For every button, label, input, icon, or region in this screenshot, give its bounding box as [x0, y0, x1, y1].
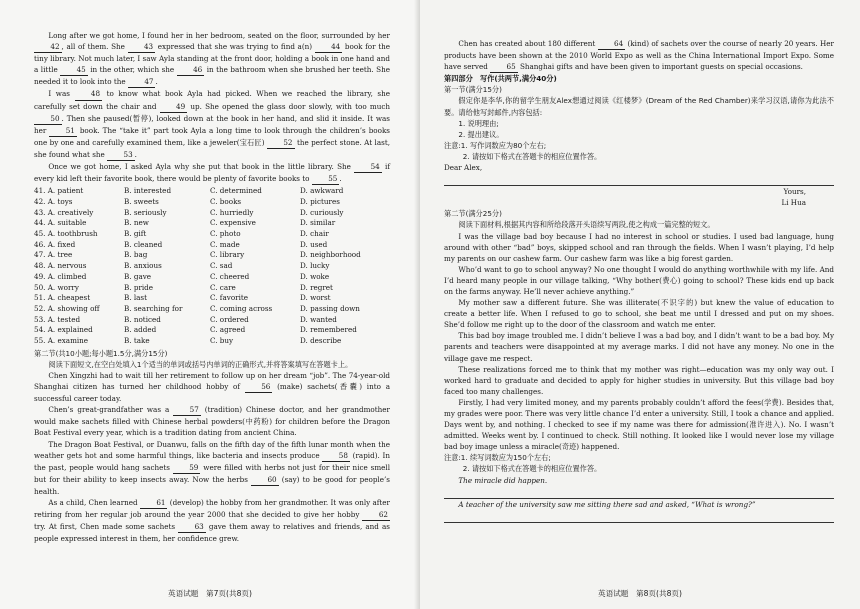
blank-50[interactable]: 50 — [34, 113, 62, 125]
option-cell[interactable]: 51. A. cheapest — [34, 293, 91, 303]
blank-65[interactable]: 65 — [490, 61, 518, 73]
page-8-footer: 英语试题 第8页(共8页) — [598, 589, 682, 598]
option-cell[interactable]: B. new — [124, 218, 149, 228]
option-cell[interactable]: C. ordered — [210, 314, 249, 324]
story-paragraph-5: These realizations forced me to think that my mother was right—education was my only way out. I worked hard to graduate and decided to apply for higher studies in university. But this village bad boy faced too many challenges. — [444, 364, 834, 396]
blank-63[interactable]: 63 — [178, 521, 206, 533]
blank-43[interactable]: 43 — [128, 41, 156, 53]
cloze-paragraph-2: I was 48 to know what book Ayla had picked. When we reached the library, she carefully set down the chair and 49 up. She opened the glass door slowly, with too much 50 . Then she paused(暂停), looked down at the book in her hand, and slid it inside. It was her 51 book. The “take it” part took Ayla a long time to look through the children’s books one by one and carefully examined them, like a jeweler(宝石匠) 52 the perfect stone. At last, she found what she 53 . — [34, 88, 390, 161]
blank-64[interactable]: 64 — [598, 38, 626, 50]
writing-section-2-instructions: 阅读下面材料,根据其内容和所给段落开头语续写两段,使之构成一篇完整的短文。 — [458, 220, 715, 230]
option-cell[interactable]: 52. A. showing off — [34, 303, 100, 313]
letter-closing: Yours, — [783, 187, 806, 197]
option-cell[interactable]: 50. A. worry — [34, 282, 79, 292]
option-cell[interactable]: C. buy — [210, 336, 234, 346]
option-cell[interactable]: 45. A. toothbrush — [34, 229, 98, 239]
option-cell[interactable]: 48. A. nervous — [34, 261, 87, 271]
option-row — [34, 325, 390, 336]
option-cell[interactable]: B. added — [124, 325, 157, 335]
option-cell[interactable]: 54. A. explained — [34, 325, 93, 335]
option-row — [34, 272, 390, 283]
option-row — [34, 197, 390, 208]
blank-56[interactable]: 56 — [245, 381, 273, 393]
blank-59[interactable]: 59 — [173, 462, 201, 474]
option-cell[interactable]: D. regret — [300, 282, 333, 292]
page-7 — [0, 0, 420, 609]
option-cell[interactable]: D. woke — [300, 271, 330, 281]
option-row — [34, 250, 390, 261]
option-cell[interactable]: D. similar — [300, 218, 336, 228]
option-row — [34, 229, 390, 240]
writing-note-2: 2. 请按如下格式在答题卡的相应位置作答。 — [462, 151, 602, 161]
option-cell[interactable]: B. pride — [124, 282, 154, 292]
option-cell[interactable]: C. agreed — [210, 325, 246, 335]
writing-section-1-instructions: 假定你是李华,你的留学生朋友Alex想通过阅读《红楼梦》(Dream of the Red Chamber)来学习汉语,请你为此法不要。请给他写封邮件,内容包括: — [444, 96, 834, 117]
blank-47[interactable]: 47 — [128, 76, 156, 88]
option-cell[interactable]: 53. A. tested — [34, 314, 81, 324]
option-cell[interactable]: C. made — [210, 239, 240, 249]
blank-51[interactable]: 51 — [49, 125, 77, 137]
option-cell[interactable]: B. searching for — [124, 303, 183, 313]
blank-45[interactable]: 45 — [60, 64, 88, 76]
option-cell[interactable]: C. coming across — [210, 303, 273, 313]
option-cell[interactable]: B. take — [124, 336, 150, 346]
story-paragraph-3: My mother saw a different future. She was illiterate(不识字的) but knew the value of education to create a better life. When I refused to go to school, she beat me until I dressed and put on my shoes. She’d follow me right up to the door of the classroom and watch me enter. — [444, 298, 834, 330]
option-cell[interactable]: B. interested — [124, 186, 172, 196]
cloze-paragraph-3: Once we got home, I asked Ayla why she put that book in the little library. She 54 if every kid left their favorite book, there would be plenty of favorite books to 55 . — [34, 161, 390, 185]
option-cell[interactable]: D. pictures — [300, 196, 340, 206]
option-cell[interactable]: C. care — [210, 282, 236, 292]
option-cell[interactable]: D. lucky — [300, 261, 330, 271]
grammar-paragraph-1: Chen Xingzhi had to wait till her retirement to follow up on her dream “job”. The 74-year-old Shanghai citizen has turned her childhood hobby of 56 (make) sachets(香囊) into a successful career today. — [34, 370, 390, 404]
option-cell[interactable]: D. worst — [300, 293, 331, 303]
story-paragraph-4: This bad boy image troubled me. I didn’t believe I was a bad boy, and I didn’t want to be a bad boy. My parents and teachers were disappointed at my average marks. I did not have any money. No one in the village gave me respect. — [444, 331, 834, 363]
blank-44[interactable]: 44 — [315, 41, 343, 53]
continuation-start-1: The miracle did happen. — [458, 475, 548, 485]
page-7-column — [34, 30, 390, 544]
grammar-paragraph-2: Chen’s great-grandfather was a 57 (tradition) Chinese doctor, and her grandmother would make sachets filled with Chinese herbal powders(中药粉) for children before the Dragon Boat Festival every year, which is a tradition dating from ancient China. — [34, 405, 390, 438]
blank-61[interactable]: 61 — [140, 497, 168, 509]
option-row — [34, 261, 390, 272]
option-cell[interactable]: D. wanted — [300, 314, 337, 324]
writing-note-1: 注意:1. 写作词数应为80个左右; — [444, 140, 547, 150]
option-cell[interactable]: 46. A. fixed — [34, 239, 76, 249]
grammar-paragraph-3: The Dragon Boat Festival, or Duanwu, falls on the fifth day of the fifth lunar month when the weather gets hot and some harmful things, like bacteria and insects produce 58 (rapid). In the past, people would hang sachets 59 were filled with herbs not just for their nice smell but for their ability to keep insects away. Now the herbs 60 (say) to be good for people’s health. — [34, 439, 391, 496]
option-cell[interactable]: 42. A. toys — [34, 196, 73, 206]
option-cell[interactable]: C. expensive — [210, 218, 256, 228]
continuation-note-1: 注意:1. 续写词数应为150个左右; — [444, 453, 551, 463]
option-cell[interactable]: B. last — [124, 293, 148, 303]
blank-60[interactable]: 60 — [251, 474, 279, 486]
option-cell[interactable]: C. books — [210, 196, 242, 206]
option-cell[interactable]: B. bag — [124, 250, 148, 260]
page-8 — [420, 0, 860, 609]
continuation-note-2: 2. 请按如下格式在答题卡的相应位置作答。 — [462, 464, 602, 474]
option-cell[interactable]: C. library — [210, 250, 245, 260]
blank-49[interactable]: 49 — [160, 101, 188, 113]
option-cell[interactable]: B. seriously — [124, 207, 167, 217]
option-cell[interactable]: B. sweets — [124, 196, 159, 206]
grammar-paragraph-5: Chen has created about 180 different 64 (kind) of sachets over the course of nearly 20 years. Her products have been shown at the 2010 World Expo as well as the China International Import Expo. Some have served 65 Shanghai gifts and have been given to important guests on special occasions. — [444, 38, 834, 73]
option-cell[interactable]: C. determined — [210, 186, 262, 196]
option-row — [34, 336, 390, 347]
blank-55[interactable]: 55 — [312, 173, 340, 185]
section-2-instructions: 阅读下面短文,在空白处填入1个适当的单词或括号内单词的正确形式,并将答案填写在答题卡上。 — [48, 359, 353, 369]
letter-answer-line[interactable] — [444, 175, 834, 186]
blank-42[interactable]: 42 — [34, 41, 62, 53]
blank-62[interactable]: 62 — [362, 509, 390, 521]
blank-52[interactable]: 52 — [267, 137, 295, 149]
writing-section-1-title: 第一节(满分15分) — [444, 85, 502, 95]
writing-section-2-title: 第二节(满分25分) — [444, 209, 502, 219]
option-cell[interactable]: B. noticed — [124, 314, 161, 324]
blank-57[interactable]: 57 — [173, 404, 201, 416]
letter-greeting: Dear Alex, — [444, 163, 483, 173]
blank-54[interactable]: 54 — [354, 161, 382, 173]
option-cell[interactable]: 41. A. patient — [34, 186, 84, 196]
option-cell[interactable]: D. remembered — [300, 325, 357, 335]
page-8-column — [444, 38, 834, 523]
option-row — [34, 293, 390, 304]
letter-signature: Li Hua — [781, 198, 806, 208]
option-cell[interactable]: 43. A. creatively — [34, 207, 94, 217]
option-row — [34, 315, 390, 326]
writing-item-1: 1. 说明理由; — [458, 118, 499, 128]
option-cell[interactable]: D. curiously — [300, 207, 344, 217]
option-cell[interactable]: D. used — [300, 239, 328, 249]
options-table — [34, 186, 390, 347]
option-row — [34, 240, 390, 251]
continuation-start-2: A teacher of the university saw me sitting there sad and asked, “What is wrong?” — [458, 499, 756, 509]
option-cell[interactable]: C. sad — [210, 261, 233, 271]
blank-48[interactable]: 48 — [75, 88, 103, 100]
option-row — [34, 283, 390, 294]
story-paragraph-2: Who’d want to go to school anyway? No one thought I would do anything worthwhile with my life. And I’d heard many people in our village talking, “Why bother(费心) going to school? These kids end up back on the farms anyway. He’ll never achieve anything.” — [444, 264, 834, 296]
section-2-title: 第二节(共10小题;每小题1.5分,满分15分) — [34, 348, 168, 358]
option-cell[interactable]: C. favorite — [210, 293, 249, 303]
option-cell[interactable]: D. chair — [300, 229, 329, 239]
option-cell[interactable]: C. cheered — [210, 271, 250, 281]
continuation-answer-line-1[interactable] — [444, 488, 834, 499]
writing-item-2: 2. 提出建议。 — [458, 129, 504, 139]
part-4-title: 第四部分 写作(共两节,满分40分) — [444, 74, 557, 84]
option-cell[interactable]: 49. A. climbed — [34, 271, 87, 281]
option-cell[interactable]: D. describe — [300, 336, 342, 346]
continuation-answer-line-2[interactable] — [444, 512, 834, 523]
option-cell[interactable]: C. photo — [210, 229, 241, 239]
option-cell[interactable]: B. gave — [124, 271, 152, 281]
option-cell[interactable]: D. awkward — [300, 186, 344, 196]
option-row — [34, 186, 390, 197]
option-cell[interactable]: B. anxious — [124, 261, 162, 271]
option-cell[interactable]: B. gift — [124, 229, 147, 239]
option-cell[interactable]: D. passing down — [300, 303, 360, 313]
cloze-paragraph-1: Long after we got home, I found her in her bedroom, seated on the floor, surrounded by her 42 , all of them. She 43 expressed that she was trying to find a(n) 44 book for the tiny library. Not much later, I saw Ayla standing at the front door, holding a book in one hand and a little 45 in the other, which she 46 in the bathroom when she brushed her teeth. She needed it to look into the 47 . — [34, 30, 390, 88]
option-row — [34, 208, 390, 219]
option-cell[interactable]: 55. A. examine — [34, 336, 89, 346]
option-cell[interactable]: B. cleaned — [124, 239, 163, 249]
option-row — [34, 218, 390, 229]
page-7-footer: 英语试题 第7页(共8页) — [168, 589, 252, 598]
option-cell[interactable]: D. neighborhood — [300, 250, 361, 260]
option-cell[interactable]: 44. A. suitable — [34, 218, 87, 228]
story-paragraph-1: I was the village bad boy because I had no interest in school or studies. I used bad language, hung around with other “bad” boys, skipped school and ran through the fields. When I wasn’t playing, I’d help my parents on our cashew farm. Our cashew farm was like a big forest garden. — [444, 231, 834, 263]
blank-53[interactable]: 53 — [107, 149, 135, 161]
option-cell[interactable]: C. hurriedly — [210, 207, 254, 217]
grammar-paragraph-4: As a child, Chen learned 61 (develop) the hobby from her grandmother. It was only after retiring from her regular job around the year 2000 that she decided to give her hobby 62 try. At first, Chen made some sachets 63 gave them away to relatives and friends, and as people expressed interest in them, her confidence grew. — [34, 497, 390, 544]
option-cell[interactable]: 47. A. tree — [34, 250, 73, 260]
blank-58[interactable]: 58 — [322, 450, 350, 462]
story-paragraph-6: Firstly, I had very limited money, and my parents probably couldn’t afford the fees(学费). Besides that, my grades were poor. There was very little chance I’d enter a university. Still, I took a chance and applied. Days went by, and nothing. I checked to see if my name was there for admission(准许进入). No. I wasn’t admitted. Weeks went by. I continued to check. Still nothing. It looked like I would never lose my village bad boy image unless a miracle(奇迹) happened. — [444, 397, 834, 452]
blank-46[interactable]: 46 — [177, 64, 205, 76]
option-row — [34, 304, 390, 315]
